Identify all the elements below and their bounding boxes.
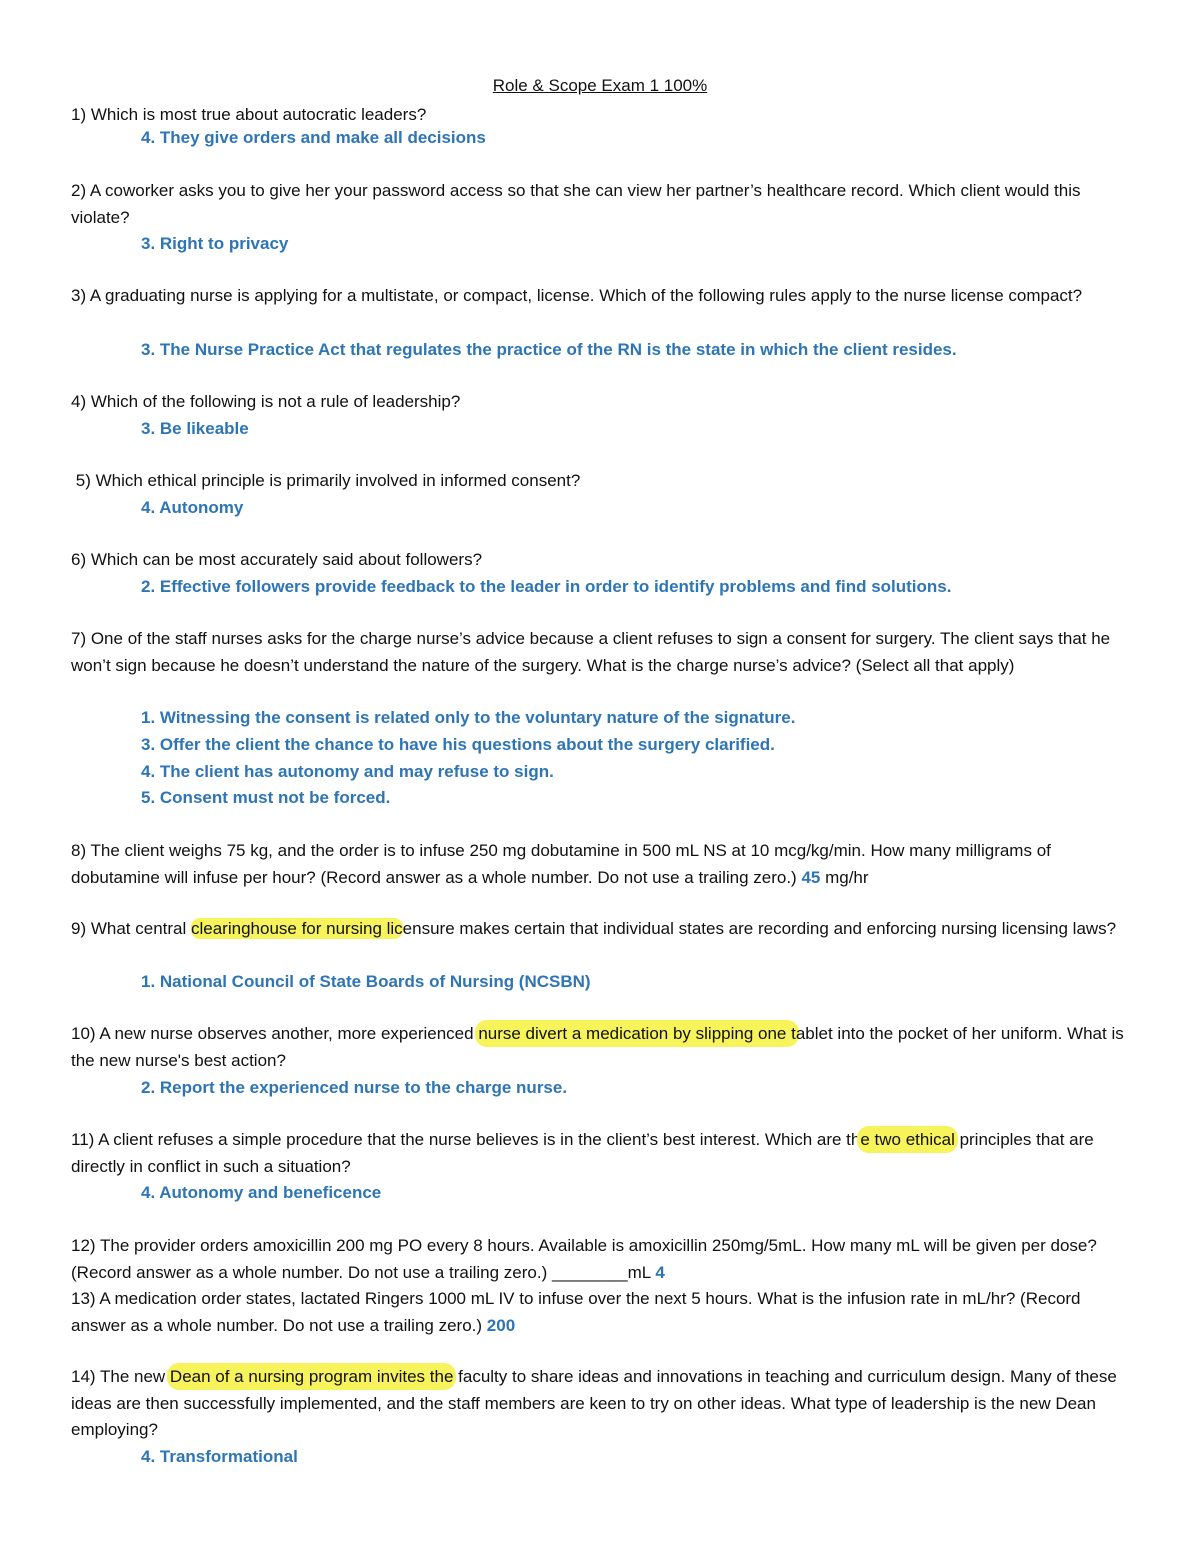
question-8-unit: mg/hr <box>820 867 869 887</box>
answer-11: 4. Autonomy and beneficence <box>141 1183 382 1202</box>
question-1: 1) Which is most true about autocratic leaders? <box>71 105 427 124</box>
question-11-highlight: e two ethical <box>860 1130 955 1149</box>
question-10 <box>71 1021 1131 1074</box>
question-14 <box>71 1364 1131 1444</box>
question-11-text-start: 11) A client refuses a simple procedure that the nurse believes is in the client’s best interest. Which are th <box>71 1130 861 1149</box>
question-13-text: 13) A medication order states, lactated Ringers 1000 mL IV to infuse over the next 5 hours. What is the infusion rate in mL/hr? (Record answer as a whole number. Do not use a trailing zero.) <box>71 1289 1086 1335</box>
question-6: 6) Which can be most accurately said about followers? <box>71 550 483 569</box>
question-3: 3) A graduating nurse is applying for a multistate, or compact, license. Which of the following rules apply to the nurse license compact? <box>71 286 1083 305</box>
document-title: Role & Scope Exam 1 100% <box>492 76 708 95</box>
question-9-highlight: clearinghouse for nursing lic <box>191 919 403 938</box>
question-14-text-end: faculty to share ideas and innovations in teaching and curriculum design. Many of these ideas are then successfully implemented, and the staff members are keen to try on other ideas. What type of leadership is the new Dean employing? <box>71 1367 1122 1439</box>
answer-5: 4. Autonomy <box>141 498 244 517</box>
question-10-text-start: 10) A new nurse observes another, more experienced <box>71 1024 479 1043</box>
question-9-text-end: ensure makes certain that individual states are recording and enforcing nursing licensing laws? <box>402 919 1117 938</box>
question-12 <box>71 1233 1131 1286</box>
answer-2: 3. Right to privacy <box>141 234 289 253</box>
answer-7-3: 3. Offer the client the chance to have his questions about the surgery clarified. <box>141 735 775 754</box>
question-14-highlight: Dean of a nursing program invites the <box>169 1367 454 1386</box>
question-10-highlight: nurse divert a medication by slipping one t <box>478 1024 796 1043</box>
question-7: 7) One of the staff nurses asks for the charge nurse’s advice because a client refuses to sign a consent for surgery. The client says that he won’t sign because he doesn’t understand the nature of the surgery. What is the charge nurse’s advice? (Select all that apply) <box>71 629 1115 675</box>
question-4: 4) Which of the following is not a rule of leadership? <box>71 392 461 411</box>
question-13 <box>71 1286 1131 1339</box>
question-11-text-end: principles that are directly in conflict in such a situation? <box>71 1130 1099 1176</box>
answer-7-4: 4. The client has autonomy and may refuse to sign. <box>141 762 554 781</box>
answer-1: 4. They give orders and make all decisions <box>141 128 486 147</box>
question-8-text: 8) The client weighs 75 kg, and the order is to infuse 250 mg dobutamine in 500 mL NS at 10 mcg/kg/min. How many milligrams of dobutamine will infuse per hour? (Record answer as a whole number. Do not use a trailing zero.) <box>71 841 1056 887</box>
answer-7-1: 1. Witnessing the consent is related only to the voluntary nature of the signature. <box>141 708 796 727</box>
answer-3: 3. The Nurse Practice Act that regulates the practice of the RN is the state in which the client resides. <box>141 340 957 359</box>
question-14-text-start: 14) The new <box>71 1367 170 1386</box>
answer-7-5: 5. Consent must not be forced. <box>141 788 391 807</box>
answer-9: 1. National Council of State Boards of Nursing (NCSBN) <box>141 972 591 991</box>
question-9 <box>71 916 1131 943</box>
answer-13: 200 <box>486 1315 516 1335</box>
question-11 <box>71 1127 1131 1180</box>
question-9-text-start: 9) What central <box>71 919 191 938</box>
question-12-text: 12) The provider orders amoxicillin 200 mg PO every 8 hours. Available is amoxicillin 250mg/5mL. How many mL will be given per dose? (Record answer as a whole number. Do not use a trailing zero.) ________mL <box>71 1236 1102 1282</box>
answer-8: 45 <box>801 867 821 887</box>
answer-14: 4. Transformational <box>141 1447 298 1466</box>
answer-12: 4 <box>655 1262 665 1282</box>
answer-6: 2. Effective followers provide feedback to the leader in order to identify problems and find solutions. <box>141 577 952 596</box>
answer-10: 2. Report the experienced nurse to the charge nurse. <box>141 1078 568 1097</box>
question-8 <box>71 838 1131 891</box>
answer-4: 3. Be likeable <box>141 419 249 438</box>
question-5: 5) Which ethical principle is primarily involved in informed consent? <box>71 471 581 490</box>
question-10-text-end: ablet into the pocket of her uniform. What is the new nurse's best action? <box>71 1024 1129 1070</box>
question-2: 2) A coworker asks you to give her your password access so that she can view her partner’s healthcare record. Which client would this violate? <box>71 181 1086 227</box>
